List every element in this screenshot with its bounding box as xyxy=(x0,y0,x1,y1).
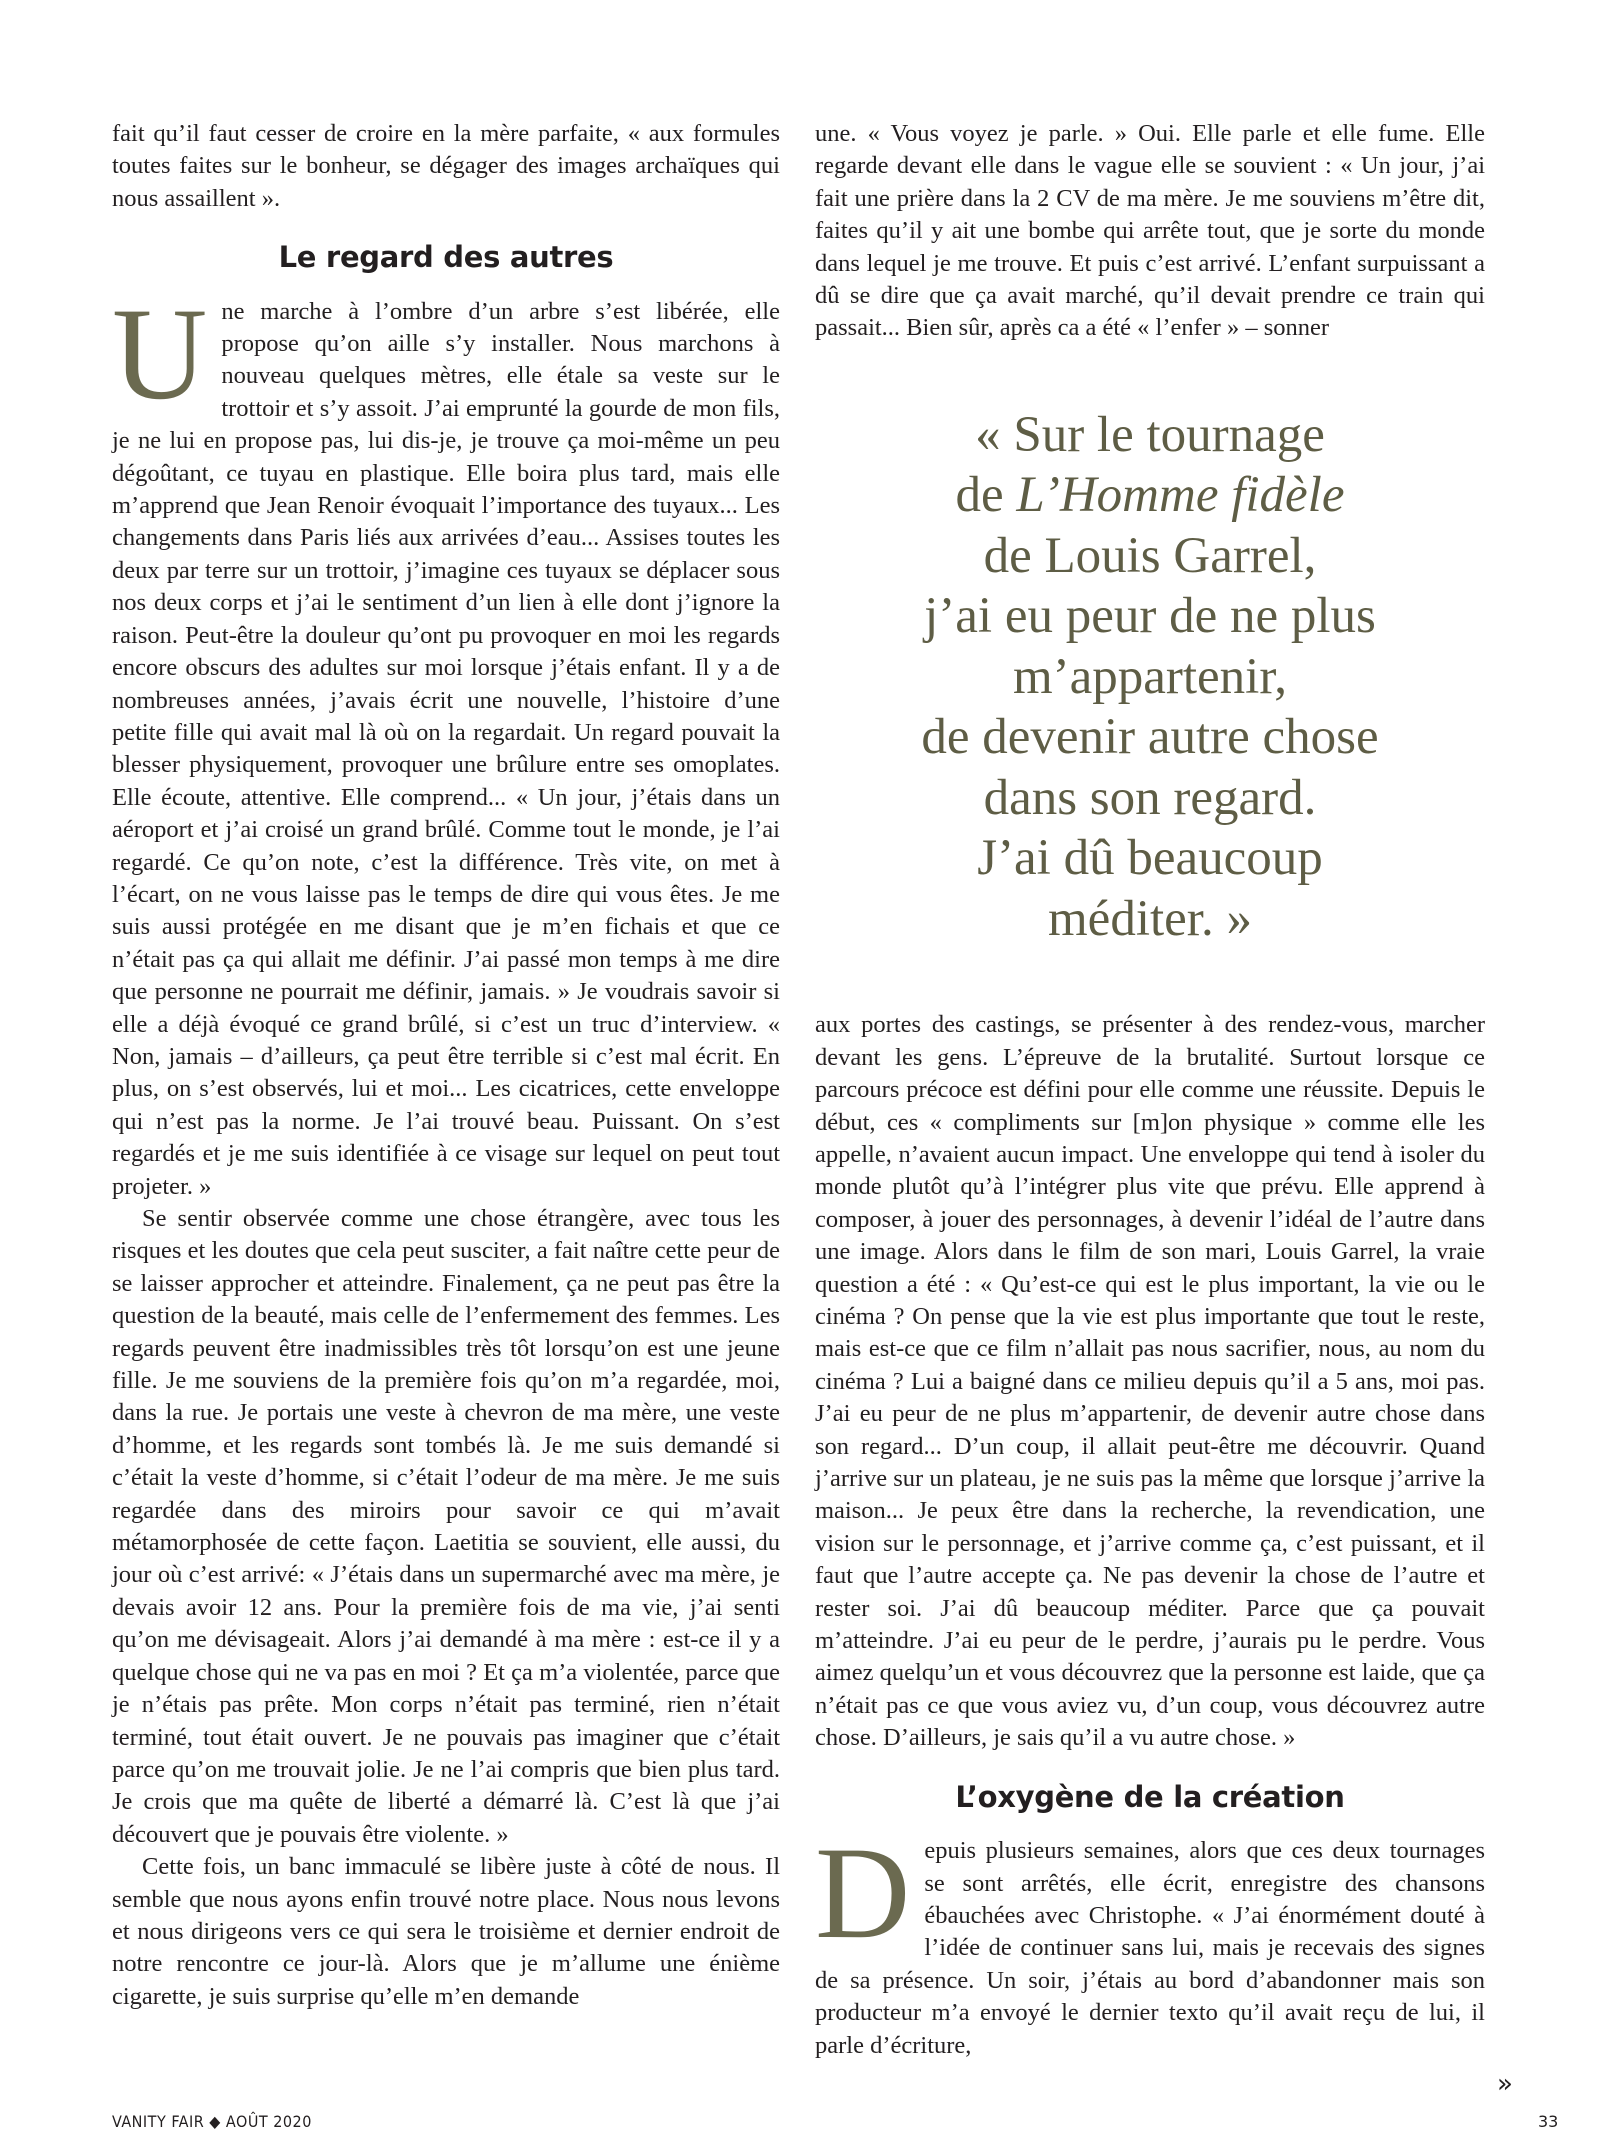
pull-quote-text: de xyxy=(955,467,1017,524)
pull-quote-line: m’appartenir, xyxy=(1012,648,1288,705)
drop-cap: D xyxy=(815,1819,911,1967)
pull-quote-line: « Sur le tournage xyxy=(975,406,1325,463)
pull-quote-line: méditer. » xyxy=(1048,890,1252,947)
paragraph-text: epuis plusieurs semaines, alors que ces deux tournages se sont arrêtés, elle écrit, enregistre des chansons ébauchées avec Christophe. « J’ai énormément douté à l’idée de continuer sans lui, mais je recevais des signes de sa présence. Un soir, j’étais au bord d’abandonner mais son producteur m’a envoyé le dernier texto qu’il avait reçu de lui, il parle d’écriture, xyxy=(815,1837,1485,2059)
article-paragraph: une. « Vous voyez je parle. » Oui. Elle parle et elle fume. Elle regarde devant elle dans le vague elle se souvient : « Un jour, j’ai fait une prière dans la 2 CV de ma mère. Je me souviens m’être dit, faites qu’il y ait une bombe qui arrête tout, que je sorte du monde dans lequel je me trouve. Et puis c’est arrivé. L’enfant surpuissant a dû se dire que ça avait marché, qu’il devait prendre ce train qui passait... Bien sûr, après ca a été « l’enfer » – sonner xyxy=(815,120,1485,342)
pull-quote xyxy=(815,405,1485,950)
pull-quote-line: dans son regard. xyxy=(983,769,1317,826)
pull-quote-line: J’ai dû beaucoup xyxy=(977,830,1323,887)
pull-quote-line xyxy=(815,465,1485,526)
pull-quote-line: de devenir autre chose xyxy=(921,709,1379,766)
film-title: L’Homme fidèle xyxy=(1016,467,1345,524)
article-paragraph xyxy=(815,1819,1485,2062)
drop-cap: U xyxy=(112,279,208,427)
right-column xyxy=(815,118,1485,2062)
section-heading-regard: Le regard des autres xyxy=(278,240,614,275)
magazine-footer: VANITY FAIR ◆ AOÛT 2020 xyxy=(112,2112,312,2131)
intro-paragraph: fait qu’il faut cesser de croire en la mère parfaite, « aux formules toutes faites sur le bonheur, se dégager des images archaïques qui nous assaillent ». xyxy=(112,120,780,212)
paragraph-text: ne marche à l’ombre d’un arbre s’est libérée, elle propose qu’on aille s’y installer. Nous marchons à nouveau quelques mètres, elle étale sa veste sur le trottoir et s’y assoit. J’ai emprunté la gourde de mon fils, je ne lui en propose pas, lui dis-je, je trouve ça moi-même un peu dégoûtant, ce tuyau en plastique. Elle boira plus tard, mais elle m’apprend que Jean Renoir évoquait l’importance des tuyaux... Les changements dans Paris liés aux arrivées d’eau... Assises toutes les deux par terre sur un trottoir, j’imagine ces tuyaux se déplacer sous nos deux corps et j’ai le sentiment d’un lien à elle dont j’ignore la raison. Peut-être la douleur qu’ont pu provoquer en moi les regards encore obscurs des adultes sur moi lorsque j’étais enfant. Il y a de nombreuses années, j’avais écrit une nouvelle, l’histoire d’une petite fille qui avait mal là où on la regardait. Un regard pouvait la blesser physiquement, provoquer une brûlure entre ses omoplates. Elle écoute, attentive. Elle comprend... « Un jour, j’étais dans un aéroport et j’ai croisé un grand brûlé. Comme tout le monde, je l’ai regardé. Ce qu’on note, c’est la différence. Très vite, on met à l’écart, on ne vous laisse pas le temps de dire qui vous êtes. Je me suis aussi protégée en me disant que je m’en fichais et que ce n’était pas ça qui allait me définir. J’ai passé mon temps à me dire que personne ne pourrait me définir, jamais. » Je voudrais savoir si elle a déjà évoqué ce grand brûlé, si c’est un truc d’interview. « Non, jamais – d’ailleurs, ça peut être terrible si c’est mal écrit. En plus, on s’est observés, lui et moi... Les cicatrices, cette enveloppe qui n’est pas la norme. Je l’ai trouvé beau. Puissant. On s’est regardés et je me suis identifiée à ce visage sur lequel on peut tout projeter. » xyxy=(112,297,780,1200)
continue-arrow-icon: » xyxy=(1497,2069,1513,2099)
section-heading-oxygene: L’oxygène de la création xyxy=(955,1779,1345,1814)
pull-quote-line: j’ai eu peur de ne plus xyxy=(924,588,1376,645)
left-column xyxy=(112,118,780,2013)
article-paragraph xyxy=(112,279,780,1203)
article-paragraph: Cette fois, un banc immaculé se libère juste à côté de nous. Il semble que nous ayons enfin trouvé notre place. Nous nous levons et nous dirigeons vers ce qui sera le troisième et dernier endroit de notre rencontre ce jour-là. Alors que je m’allume une énième cigarette, je suis surprise qu’elle m’en demande xyxy=(112,1853,780,2010)
page-number: 33 xyxy=(1538,2112,1559,2131)
article-paragraph: Se sentir observée comme une chose étrangère, avec tous les risques et les doutes que cela peut susciter, a fait naître cette peur de se laisser approcher et atteindre. Finalement, ça ne peut pas être la question de la beauté, mais celle de l’enfermement des femmes. Les regards peuvent être inadmissibles très tôt lorsqu’on est une jeune fille. Je me souviens de la première fois qu’on m’a regardée, moi, dans la rue. Je portais une veste à chevron de ma mère, une veste d’homme, et les regards sont tombés là. Je me suis demandé si c’était la veste d’homme, si c’était l’odeur de ma mère. Je me suis regardée dans des miroirs pour savoir ce qui m’avait métamorphosée de cette façon. Laetitia se souvient, elle aussi, du jour où c’est arrivé: « J’étais dans un supermarché avec ma mère, je devais avoir 12 ans. Pour la première fois de ma vie, j’ai senti qu’on me dévisageait. Alors j’ai demandé à ma mère : est-ce il y a quelque chose qui ne va pas en moi ? Et ça m’a violentée, parce que je n’étais pas prête. Mon corps n’était pas terminé, rien n’était terminé, tout était ouvert. Je ne pouvais pas imaginer que c’était parce qu’on me trouvait jolie. Je ne l’ai compris que bien plus tard. Je crois que ma quête de liberté a démarré là. C’est là que j’ai découvert que je pouvais être violente. » xyxy=(112,1205,780,1848)
pull-quote-line: de Louis Garrel, xyxy=(983,527,1317,584)
article-paragraph: aux portes des castings, se présenter à des rendez-vous, marcher devant les gens. L’épreuve de la brutalité. Surtout lorsque ce parcours précoce est défini pour elle comme une réussite. Depuis le début, ces « compliments sur [m]on physique » comme elle les appelle, n’avaient aucun impact. Une enveloppe qui tend à isoler du monde plutôt qu’à l’intégrer plus vite que prévu. Elle apprend à composer, à jouer des personnages, à devenir l’idéal de l’autre dans une image. Alors dans le film de son mari, Louis Garrel, la vraie question a été : « Qu’est-ce qui est le plus important, la vie ou le cinéma ? On pense que la vie est plus importante que tout le reste, mais est-ce que ce film n’allait pas nous sacrifier, nous, au nom du cinéma ? Lui a baigné dans ce milieu depuis qu’il a 5 ans, moi pas. J’ai eu peur de ne plus m’appartenir, de devenir autre chose dans son regard... D’un coup, il allait peut-être me découvrir. Quand j’arrive sur un plateau, je ne suis pas la même que lorsque j’arrive la maison... Je peux être dans la recherche, la revendication, une vision sur le personnage, et j’arrive comme ça, c’est puissant, et il faut que l’autre accepte ça. Ne pas devenir la chose de l’autre et rester soi. J’ai dû beaucoup méditer. Parce que ça pouvait m’atteindre. J’ai eu peur de le perdre, j’aurais pu le perdre. Vous aimez quelqu’un et vous découvrez que la personne est laide, que ça n’était pas ce que vous aviez vu, d’un coup, vous découvrez autre chose. D’ailleurs, je sais qu’il a vu autre chose. » xyxy=(815,1011,1485,1752)
